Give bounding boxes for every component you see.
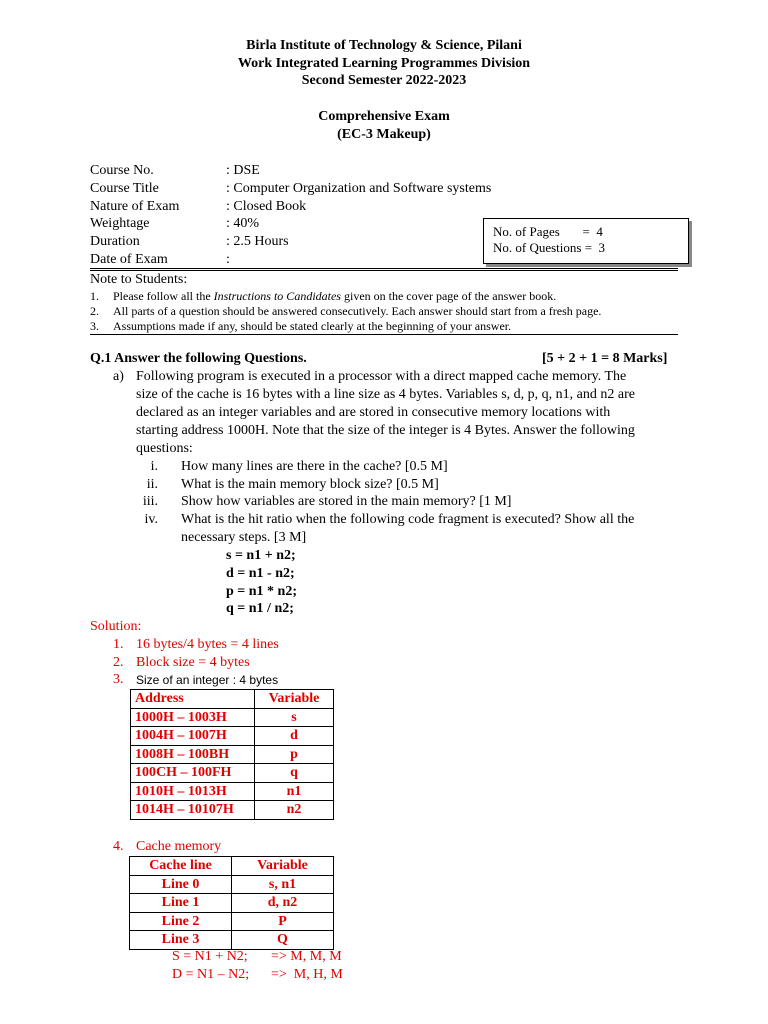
variable-cell: s bbox=[255, 708, 334, 727]
course-no-label: Course No. bbox=[90, 163, 154, 178]
table-row bbox=[131, 801, 334, 820]
solution-step-4: Cache memory bbox=[136, 839, 222, 854]
solution-step-1: 16 bytes/4 bytes = 4 lines bbox=[136, 637, 279, 652]
cache-line-cell: Line 2 bbox=[130, 912, 232, 931]
solution-number: 3. bbox=[113, 672, 124, 687]
sub-question-number: i. bbox=[150, 459, 158, 474]
address-cell: 1004H – 1007H bbox=[131, 727, 255, 746]
date-value: : bbox=[226, 252, 230, 267]
nature-label: Nature of Exam bbox=[90, 199, 180, 214]
variable-cell: d, n2 bbox=[232, 894, 334, 913]
note-1 bbox=[113, 289, 556, 304]
variable-cell: Q bbox=[232, 931, 334, 950]
course-no-value: : DSE bbox=[226, 163, 260, 178]
solution-step-2: Block size = 4 bytes bbox=[136, 655, 250, 670]
table-row bbox=[130, 931, 334, 950]
variable-cell: n1 bbox=[255, 782, 334, 801]
question-para-line: questions: bbox=[136, 441, 193, 456]
question-para-line: size of the cache is 16 bytes with a line size as 4 bytes. Variables s, d, p, q, n1, and n2 are bbox=[136, 387, 635, 402]
address-cell: 1000H – 1003H bbox=[131, 708, 255, 727]
questions-count: No. of Questions = 3 bbox=[493, 240, 606, 255]
code-line: d = n1 - n2; bbox=[226, 566, 295, 581]
part-label: a) bbox=[113, 369, 124, 384]
sub-question-text-cont: necessary steps. [3 M] bbox=[181, 530, 307, 545]
variable-cell: q bbox=[255, 764, 334, 783]
pages-count: No. of Pages = 4 bbox=[493, 224, 603, 239]
note-3: Assumptions made if any, should be stated clearly at the beginning of your answer. bbox=[113, 319, 512, 333]
table-row bbox=[131, 745, 334, 764]
variable-cell: s, n1 bbox=[232, 875, 334, 894]
table-header: Address bbox=[131, 690, 255, 709]
trace-result: => M, H, M bbox=[271, 967, 343, 982]
note-1-pre: Please follow all the bbox=[113, 289, 214, 303]
variable-cell: p bbox=[255, 745, 334, 764]
code-line: p = n1 * n2; bbox=[226, 584, 297, 599]
semester: Second Semester 2022-2023 bbox=[301, 73, 467, 88]
table-header: Variable bbox=[232, 857, 334, 876]
cache-line-cell: Line 0 bbox=[130, 875, 232, 894]
nature-value: : Closed Book bbox=[226, 199, 307, 214]
address-cell: 100CH – 100FH bbox=[131, 764, 255, 783]
code-line: s = n1 + n2; bbox=[226, 548, 296, 563]
question-marks: [5 + 2 + 1 = 8 Marks] bbox=[542, 351, 668, 366]
course-title-value: : Computer Organization and Software systems bbox=[226, 181, 492, 196]
sub-question-text: Show how variables are stored in the main memory? [1 M] bbox=[181, 494, 512, 509]
question-title: Q.1 Answer the following Questions. bbox=[90, 351, 307, 366]
exam-title: Comprehensive Exam bbox=[318, 109, 450, 124]
table-header-row bbox=[130, 857, 334, 876]
exam-subtitle: (EC-3 Makeup) bbox=[337, 127, 431, 142]
note-2-number: 2. bbox=[90, 304, 99, 318]
question-para-line: declared as an integer variables and are stored in consecutive memory locations with bbox=[136, 405, 611, 420]
course-title-label: Course Title bbox=[90, 181, 159, 196]
variable-cell: P bbox=[232, 912, 334, 931]
sub-question-text: What is the main memory block size? [0.5 M] bbox=[181, 477, 439, 492]
sub-question-number: iii. bbox=[142, 494, 158, 509]
table-header: Cache line bbox=[130, 857, 232, 876]
table-row bbox=[130, 912, 334, 931]
table-row bbox=[130, 875, 334, 894]
note-2: All parts of a question should be answered consecutively. Each answer should start from a fresh page. bbox=[113, 304, 602, 318]
sub-question-text: What is the hit ratio when the following code fragment is executed? Show all the bbox=[181, 512, 635, 527]
cache-line-cell: Line 1 bbox=[130, 894, 232, 913]
notes-heading: Note to Students: bbox=[90, 272, 188, 287]
question-para-line: starting address 1000H. Note that the size of the integer is 4 Bytes. Answer the following bbox=[136, 423, 635, 438]
cache-table bbox=[129, 856, 334, 950]
note-3-number: 3. bbox=[90, 319, 99, 333]
note-1-emphasis: Instructions to Candidates bbox=[213, 289, 341, 303]
duration-value: : 2.5 Hours bbox=[226, 234, 289, 249]
trace-expression: D = N1 – N2; bbox=[172, 967, 250, 982]
solution-number: 2. bbox=[113, 655, 124, 670]
trace-result: => M, M, M bbox=[271, 949, 342, 964]
code-line: q = n1 / n2; bbox=[226, 601, 294, 616]
solution-heading: Solution: bbox=[90, 619, 142, 634]
note-1-number: 1. bbox=[90, 289, 99, 303]
weightage-label: Weightage bbox=[90, 216, 150, 231]
table-row bbox=[131, 708, 334, 727]
sub-question-text: How many lines are there in the cache? [0.5 M] bbox=[181, 459, 448, 474]
pages-questions-box bbox=[483, 218, 689, 264]
divider bbox=[90, 270, 678, 271]
date-label: Date of Exam bbox=[90, 252, 168, 267]
address-cell: 1008H – 100BH bbox=[131, 745, 255, 764]
sub-question-number: iv. bbox=[144, 512, 158, 527]
solution-step-3: Size of an integer : 4 bytes bbox=[136, 673, 279, 687]
institute-name: Birla Institute of Technology & Science, Pilani bbox=[246, 38, 522, 53]
variable-cell: n2 bbox=[255, 801, 334, 820]
division-name: Work Integrated Learning Programmes Division bbox=[237, 56, 531, 71]
solution-number: 4. bbox=[113, 839, 124, 854]
table-row bbox=[131, 782, 334, 801]
note-1-post: given on the cover page of the answer book. bbox=[340, 289, 557, 303]
question-para-line: Following program is executed in a processor with a direct mapped cache memory. The bbox=[136, 369, 627, 384]
divider bbox=[90, 334, 678, 335]
table-header: Variable bbox=[255, 690, 334, 709]
weightage-value: : 40% bbox=[226, 216, 260, 231]
memory-table bbox=[130, 689, 334, 820]
table-row bbox=[131, 764, 334, 783]
table-row bbox=[131, 727, 334, 746]
table-row bbox=[130, 894, 334, 913]
variable-cell: d bbox=[255, 727, 334, 746]
duration-label: Duration bbox=[90, 234, 140, 249]
address-cell: 1010H – 1013H bbox=[131, 782, 255, 801]
solution-number: 1. bbox=[113, 637, 124, 652]
cache-line-cell: Line 3 bbox=[130, 931, 232, 950]
divider bbox=[90, 268, 678, 269]
table-header-row bbox=[131, 690, 334, 709]
sub-question-number: ii. bbox=[146, 477, 158, 492]
trace-expression: S = N1 + N2; bbox=[172, 949, 248, 964]
address-cell: 1014H – 10107H bbox=[131, 801, 255, 820]
